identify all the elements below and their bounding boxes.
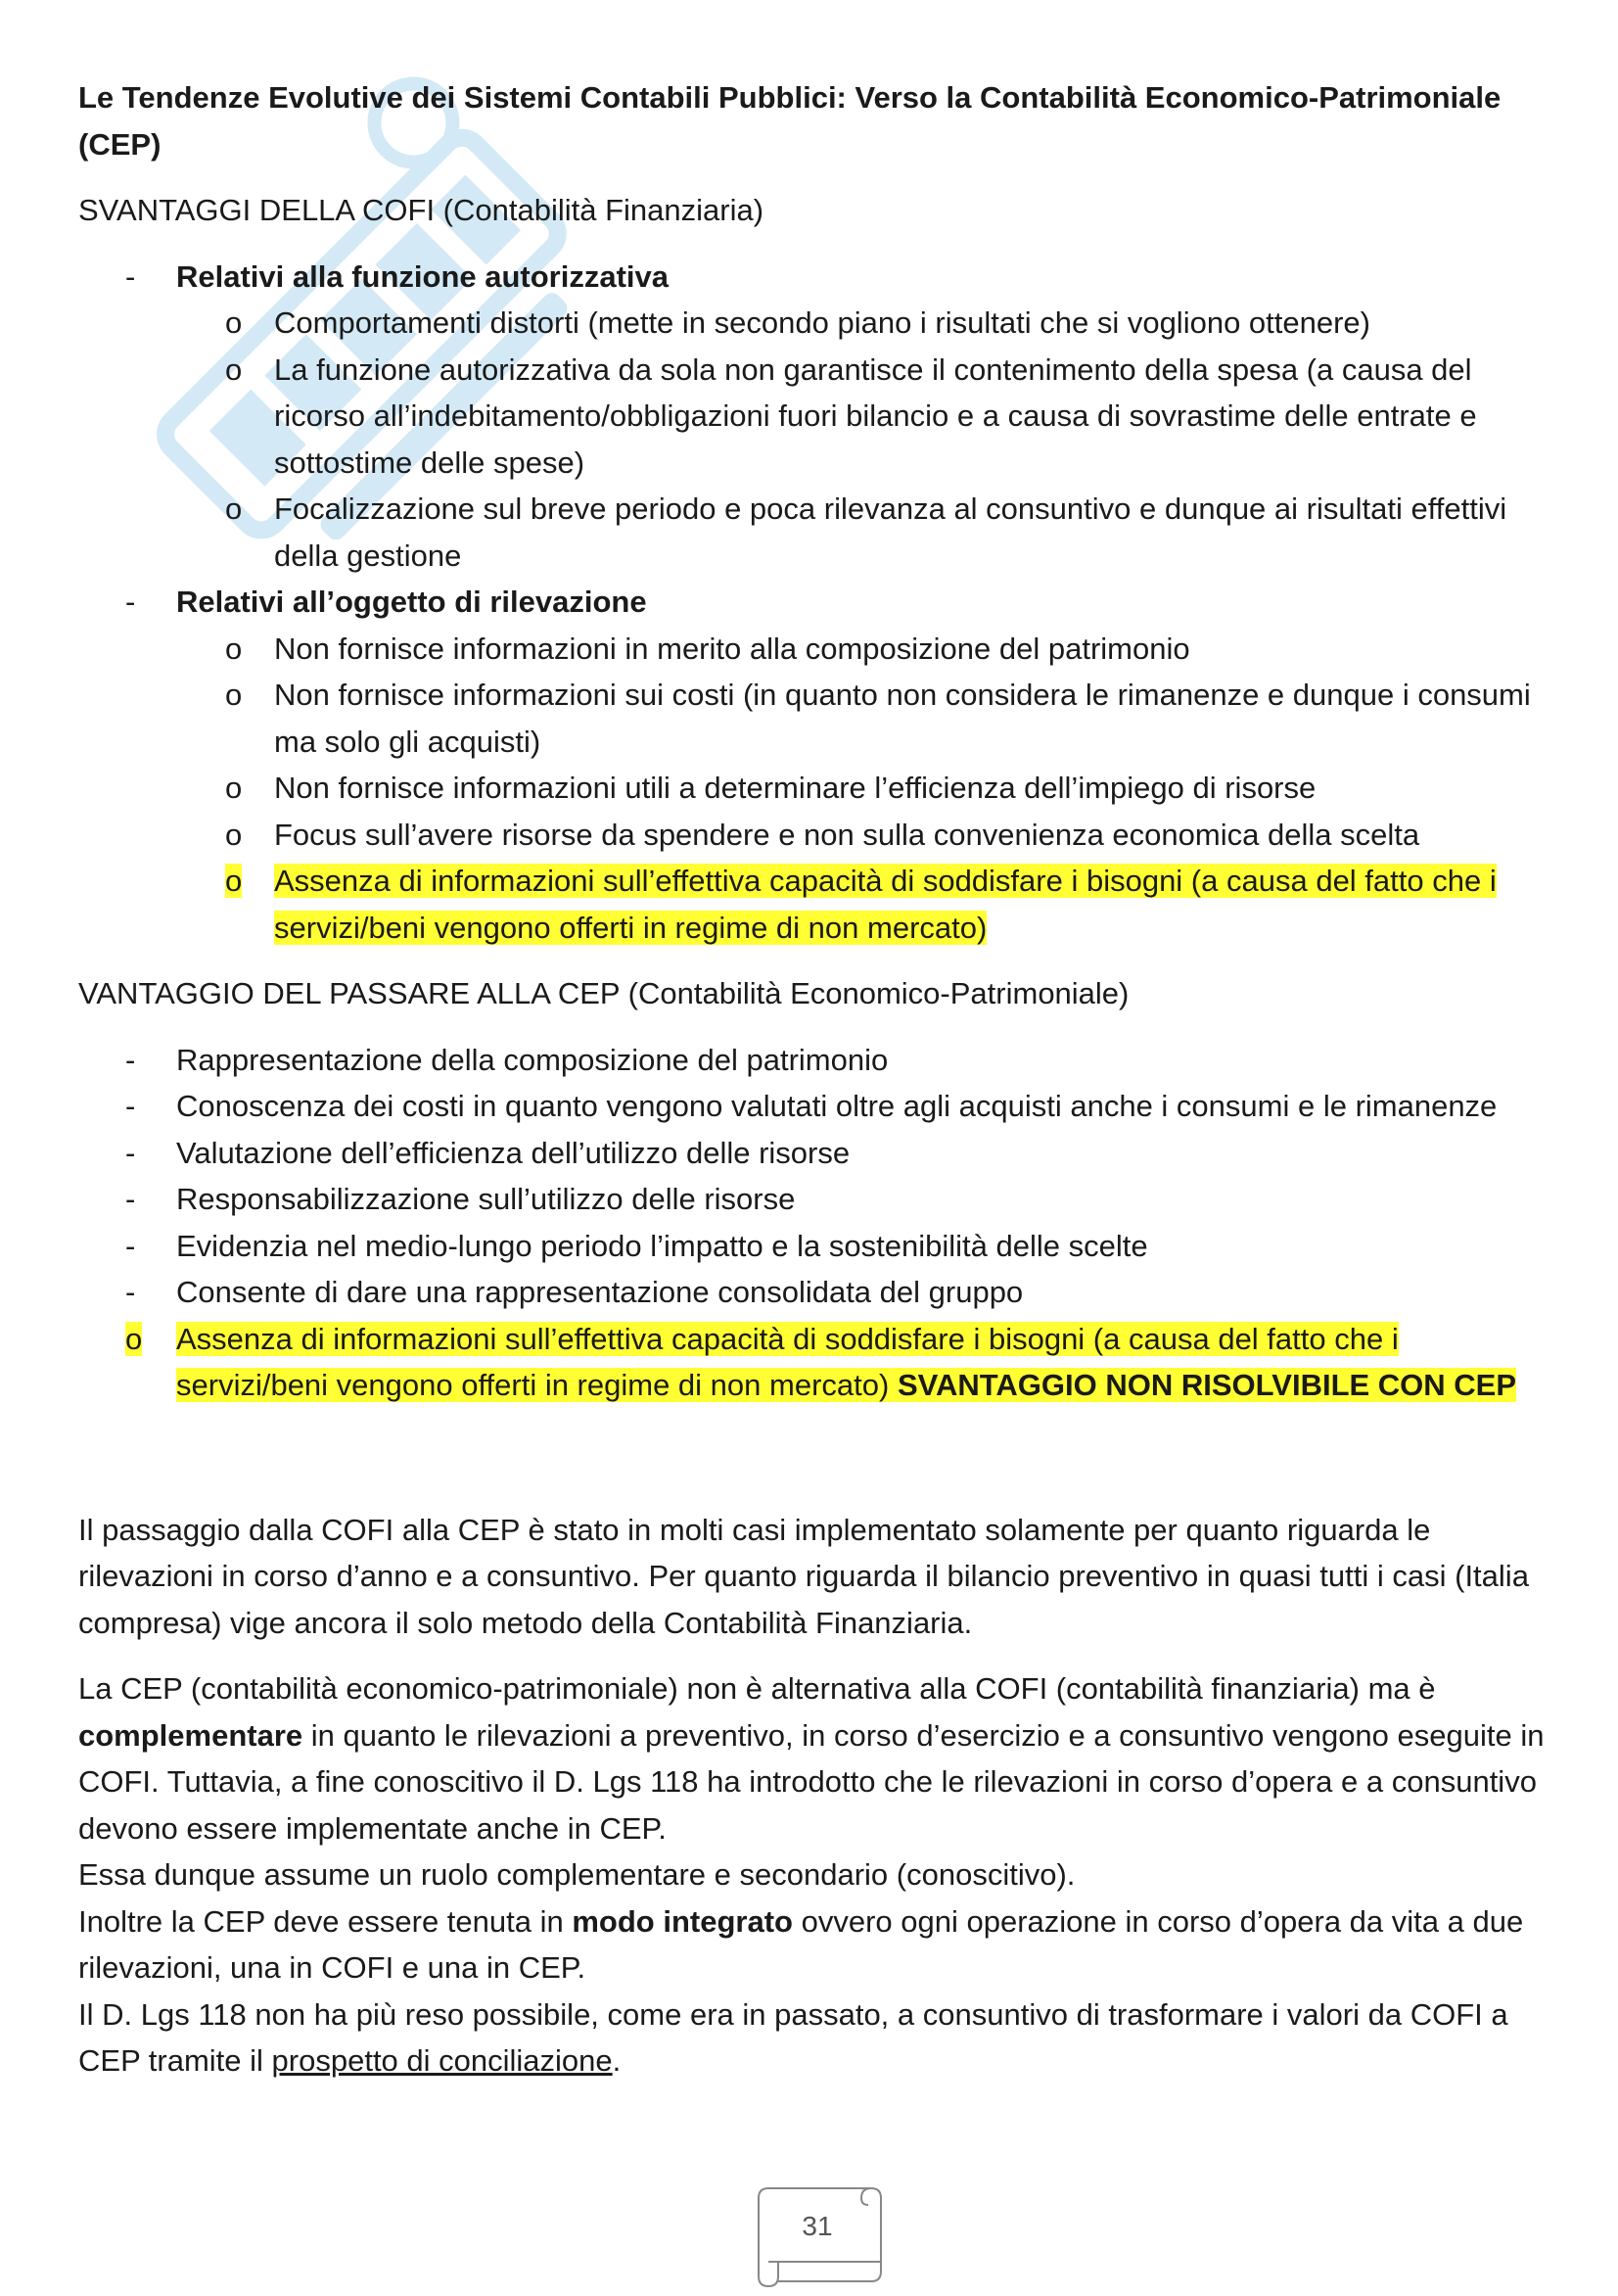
list-item	[78, 347, 1556, 487]
dash-bullet: -	[125, 1042, 136, 1077]
circle-bullet: o	[225, 351, 243, 387]
list-item-highlighted	[78, 858, 1556, 951]
dash-bullet: -	[125, 1135, 136, 1170]
list-item	[78, 1130, 1556, 1177]
bold-term: modo integrato	[572, 1903, 793, 1939]
list-item	[78, 1223, 1556, 1270]
list-item-text: Comportamenti distorti (mette in secondo piano i risultati che si vogliono ottenere)	[274, 305, 1370, 340]
dash-bullet: -	[125, 585, 136, 619]
list-item	[78, 812, 1556, 859]
list-item-text: Evidenzia nel medio-lungo periodo l’impatto e la sostenibilità delle scelte	[176, 1228, 1148, 1263]
list-item-text: Conoscenza dei costi in quanto vengono valutati oltre agli acquisti anche i consumi e le rimanenze	[176, 1089, 1498, 1123]
page-title: Le Tendenze Evolutive dei Sistemi Contabili Pubblici: Verso la Contabilità Economico-Patrimoniale (CEP)	[78, 80, 1502, 162]
dash-bullet: -	[125, 1275, 136, 1309]
circle-bullet: o	[225, 305, 243, 340]
list-item	[78, 1176, 1556, 1223]
underlined-term: prospetto di conciliazione	[271, 2043, 613, 2078]
paragraph: Il D. Lgs 118 non ha più reso possibile, come era in passato, a consuntivo di trasformare i valori da COFI a CEP tramite il prospetto di conciliazione.	[78, 1996, 1508, 2078]
group-label: Relativi all’oggetto di rilevazione	[176, 585, 647, 619]
list-item	[78, 1037, 1556, 1084]
circle-bullet: o	[225, 492, 243, 526]
list-item-text: Non fornisce informazioni utili a determinare l’efficienza dell’impiego di risorse	[274, 771, 1317, 805]
dash-bullet: -	[125, 1089, 136, 1123]
section-heading-vantaggi: VANTAGGIO DEL PASSARE ALLA CEP (Contabilità Economico-Patrimoniale)	[78, 976, 1130, 1010]
highlighted-bold-note: SVANTAGGIO NON RISOLVIBILE CON CEP	[897, 1368, 1517, 1402]
paragraph: Il passaggio dalla COFI alla CEP è stato in molti casi implementato solamente per quanto riguarda le rilevazioni in corso d’anno e a consuntivo. Per quanto riguarda il bilancio preventivo in quasi tutti i casi (Italia compresa) vige ancora il solo metodo della Contabilità Finanziaria.	[78, 1512, 1529, 1640]
section-heading-svantaggi: SVANTAGGI DELLA COFI (Contabilità Finanziaria)	[78, 193, 764, 227]
highlighted-text: Assenza di informazioni sull’effettiva capacità di soddisfare i bisogni (a causa del fatto che i servizi/beni vengono offerti in regime di non mercato)	[274, 864, 1497, 945]
list-item	[78, 254, 1556, 301]
dash-bullet: -	[125, 258, 136, 294]
vantaggi-list	[78, 1037, 1556, 1409]
list-item-text: Valutazione dell’efficienza dell’utilizzo delle risorse	[176, 1135, 851, 1170]
list-item	[78, 672, 1556, 765]
list-item	[78, 1083, 1556, 1130]
circle-bullet: o	[225, 864, 243, 898]
list-item-text: Non fornisce informazioni sui costi (in quanto non considera le rimanenze e dunque i consumi ma solo gli acquisti)	[274, 678, 1531, 759]
bold-term: complementare	[78, 1717, 303, 1753]
list-item-text: Rappresentazione della composizione del patrimonio	[176, 1042, 889, 1077]
document-page	[78, 74, 1556, 2085]
list-item-text: Responsabilizzazione sull’utilizzo delle risorse	[176, 1182, 796, 1216]
list-item-text: Focus sull’avere risorse da spendere e non sulla convenienza economica della scelta	[274, 817, 1420, 852]
page-footer	[739, 2183, 896, 2291]
page-number: 31	[802, 2211, 833, 2241]
list-item	[78, 626, 1556, 673]
dash-bullet: -	[125, 1182, 136, 1216]
paragraph: La CEP (contabilità economico-patrimoniale) non è alternativa alla COFI (contabilità finanziaria) ma è complementare in quanto le rilevazioni a preventivo, in corso d’esercizio e a consuntivo vengono eseguite in COFI. Tuttavia, a fine conoscitivo il D. Lgs 118 ha introdotto che le rilevazioni in corso d’opera e a consuntivo devono essere implementate anche in CEP.	[78, 1671, 1545, 1846]
list-item-text: Non fornisce informazioni in merito alla composizione del patrimonio	[274, 631, 1190, 666]
highlighted-text: Assenza di informazioni sull’effettiva capacità di soddisfare i bisogni (a causa del fatto che i servizi/beni vengono offerti in regime di non mercato) SVANTAGGIO NON RISOLVIBILE CON CEP	[176, 1321, 1517, 1402]
circle-bullet: o	[225, 817, 243, 852]
circle-bullet: o	[225, 771, 243, 805]
circle-bullet: o	[225, 631, 243, 666]
list-item	[78, 1269, 1556, 1316]
list-item	[78, 486, 1556, 579]
paragraph: Inoltre la CEP deve essere tenuta in modo integrato ovvero ogni operazione in corso d’opera da vita a due rilevazioni, una in COFI e una in CEP.	[78, 1903, 1524, 1985]
list-item	[78, 579, 1556, 626]
list-item	[78, 300, 1556, 347]
list-item-highlighted	[78, 1316, 1556, 1409]
list-item-text: Consente di dare una rappresentazione consolidata del gruppo	[176, 1275, 1024, 1309]
svantaggi-list	[78, 254, 1556, 952]
paragraph: Essa dunque assume un ruolo complementare e secondario (conoscitivo).	[78, 1857, 1076, 1892]
group-label: Relativi alla funzione autorizzativa	[176, 258, 670, 294]
circle-bullet: o	[225, 678, 243, 712]
dash-bullet: -	[125, 1228, 136, 1263]
list-item-text: Focalizzazione sul breve periodo e poca rilevanza al consuntivo e dunque ai risultati effettivi della gestione	[274, 492, 1507, 573]
list-item-text: La funzione autorizzativa da sola non garantisce il contenimento della spesa (a causa del ricorso all’indebitamento/obbligazioni fuori bilancio e a causa di sovrastime delle entrate e sottostime delle spese)	[274, 351, 1477, 480]
list-item	[78, 765, 1556, 812]
circle-bullet: o	[125, 1321, 143, 1356]
